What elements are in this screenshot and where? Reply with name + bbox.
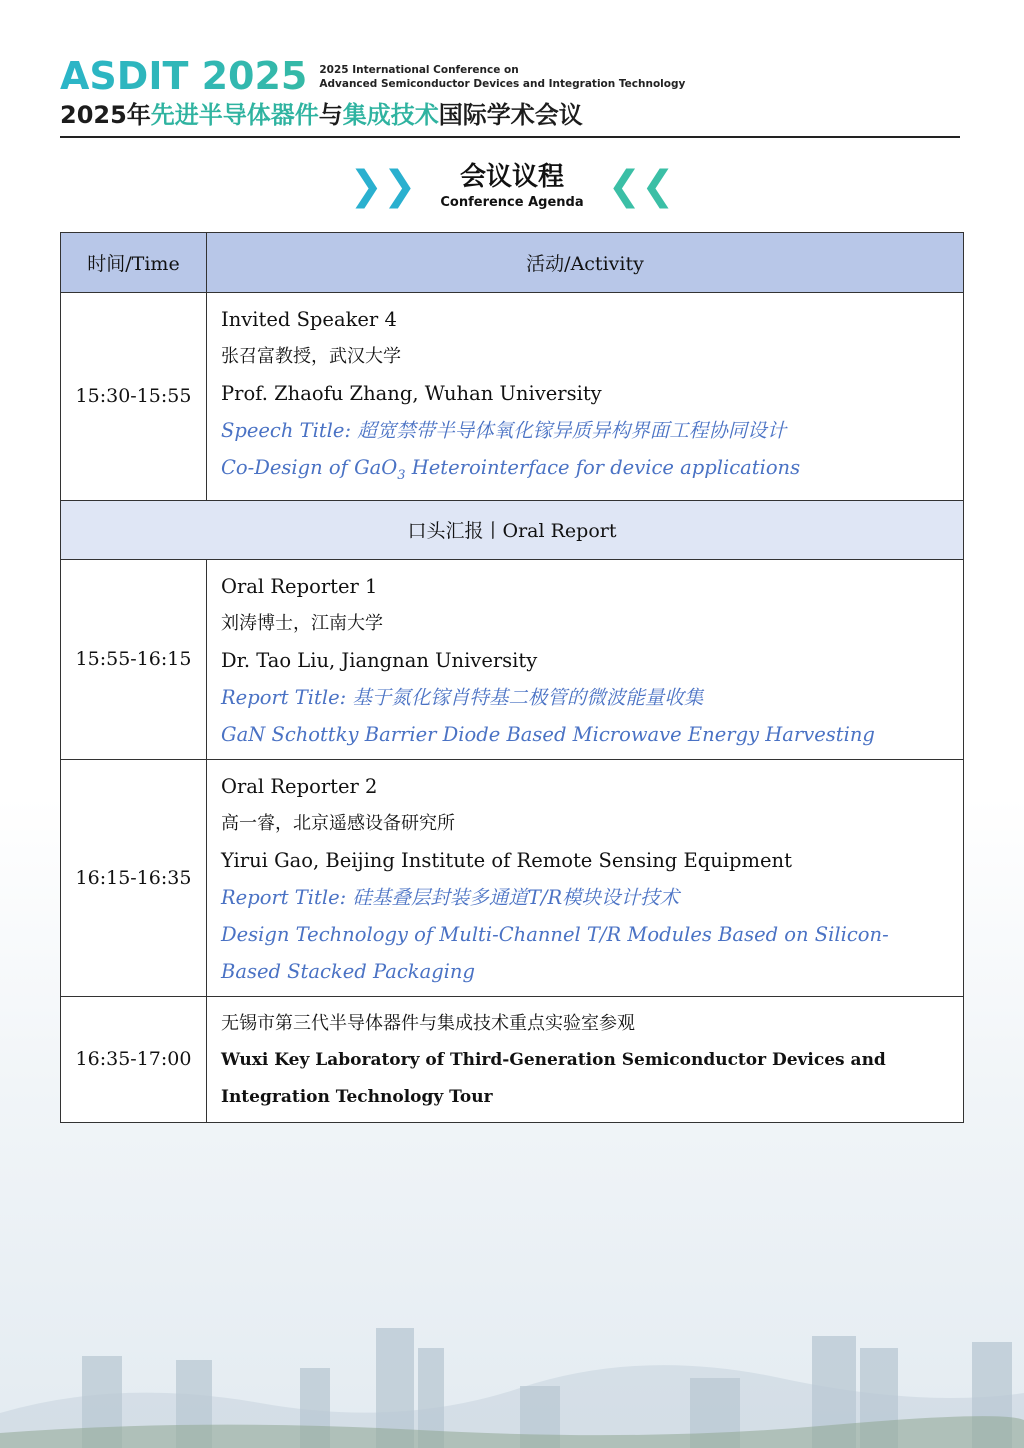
row-time: 15:30-15:55: [61, 293, 207, 501]
speaker-role: Oral Reporter 1: [221, 574, 378, 598]
speaker-name-cn: 张召富教授，武汉大学: [221, 346, 401, 367]
logo-row: [60, 56, 960, 96]
speaker-name-cn: 刘涛博士，江南大学: [221, 612, 383, 634]
report-title-en-line2: Based Stacked Packaging: [221, 959, 475, 983]
city-skyline-illustration: [0, 1308, 1024, 1448]
cn-title-year: 2025年: [60, 101, 151, 129]
table-header-row: [61, 233, 964, 293]
row-activity: [207, 996, 964, 1122]
asdit-logo: ASDIT 2025: [60, 54, 308, 98]
table-row: [61, 293, 964, 501]
activity-en-line1: Wuxi Key Laboratory of Third-Generation Semiconductor Devices and: [221, 1049, 886, 1070]
cn-title-connector: 与: [318, 101, 343, 129]
report-title-cn: Report Title: 硅基叠层封装多通道T/R模块设计技术: [221, 885, 680, 909]
speech-title-en-subscript: 3: [397, 467, 406, 483]
row-time: 15:55-16:15: [61, 559, 207, 759]
header-divider: [60, 136, 960, 138]
speech-title-en-part-b: Heterointerface for device applications: [405, 456, 801, 479]
agenda-table: [60, 232, 964, 1123]
speaker-name-en: Prof. Zhaofu Zhang, Wuhan University: [221, 382, 602, 405]
agenda-heading: [0, 160, 1024, 212]
activity-column-header: 活动/Activity: [207, 233, 964, 293]
chevron-left-icon: ❮❮: [607, 163, 675, 209]
cn-title-highlight-1: 先进半导体器件: [150, 101, 319, 129]
conference-name-line2: Advanced Semiconductor Devices and Integration Technology: [319, 78, 686, 90]
agenda-title-cn: 会议议程: [459, 162, 564, 192]
row-activity: [207, 293, 964, 501]
cn-title-tail: 国际学术会议: [438, 101, 583, 129]
section-label: 口头汇报丨Oral Report: [61, 500, 964, 559]
speech-title-en: [221, 449, 963, 494]
row-time: 16:15-16:35: [61, 759, 207, 996]
table-row: [61, 559, 964, 759]
row-activity: [207, 759, 964, 996]
speech-title-cn: Speech Title: 超宽禁带半导体氧化镓异质异构界面工程协同设计: [221, 419, 787, 442]
activity-en-line2: Integration Technology Tour: [221, 1086, 493, 1107]
speech-title-en-part-a: Co-Design of GaO: [221, 456, 398, 479]
time-column-header: 时间/Time: [61, 233, 207, 293]
speaker-name-en: Dr. Tao Liu, Jiangnan University: [221, 648, 538, 672]
conference-english-name: [319, 63, 685, 91]
row-time: 16:35-17:00: [61, 996, 207, 1122]
speaker-role: Invited Speaker 4: [221, 308, 397, 331]
report-title-en-line1: Design Technology of Multi-Channel T/R Modules Based on Silicon-: [221, 922, 889, 946]
section-row-oral-report: [61, 500, 964, 559]
agenda-title-en: Conference Agenda: [440, 195, 584, 210]
row-activity: [207, 559, 964, 759]
activity-cn: 无锡市第三代半导体器件与集成技术重点实验室参观: [221, 1012, 635, 1034]
report-title-cn: Report Title: 基于氮化镓肖特基二极管的微波能量收集: [221, 685, 704, 709]
chevron-right-icon: ❯❯: [349, 163, 417, 209]
report-title-en: GaN Schottky Barrier Diode Based Microwave Energy Harvesting: [221, 722, 875, 746]
speaker-role: Oral Reporter 2: [221, 774, 378, 798]
conference-header: [60, 56, 960, 130]
speaker-name-en: Yirui Gao, Beijing Institute of Remote Sensing Equipment: [221, 848, 792, 872]
conference-name-line1: 2025 International Conference on: [319, 64, 519, 76]
speaker-name-cn: 高一睿，北京遥感设备研究所: [221, 812, 455, 834]
table-row: [61, 759, 964, 996]
conference-chinese-name: [60, 100, 960, 130]
cn-title-highlight-2: 集成技术: [342, 101, 439, 129]
table-row: [61, 996, 964, 1122]
